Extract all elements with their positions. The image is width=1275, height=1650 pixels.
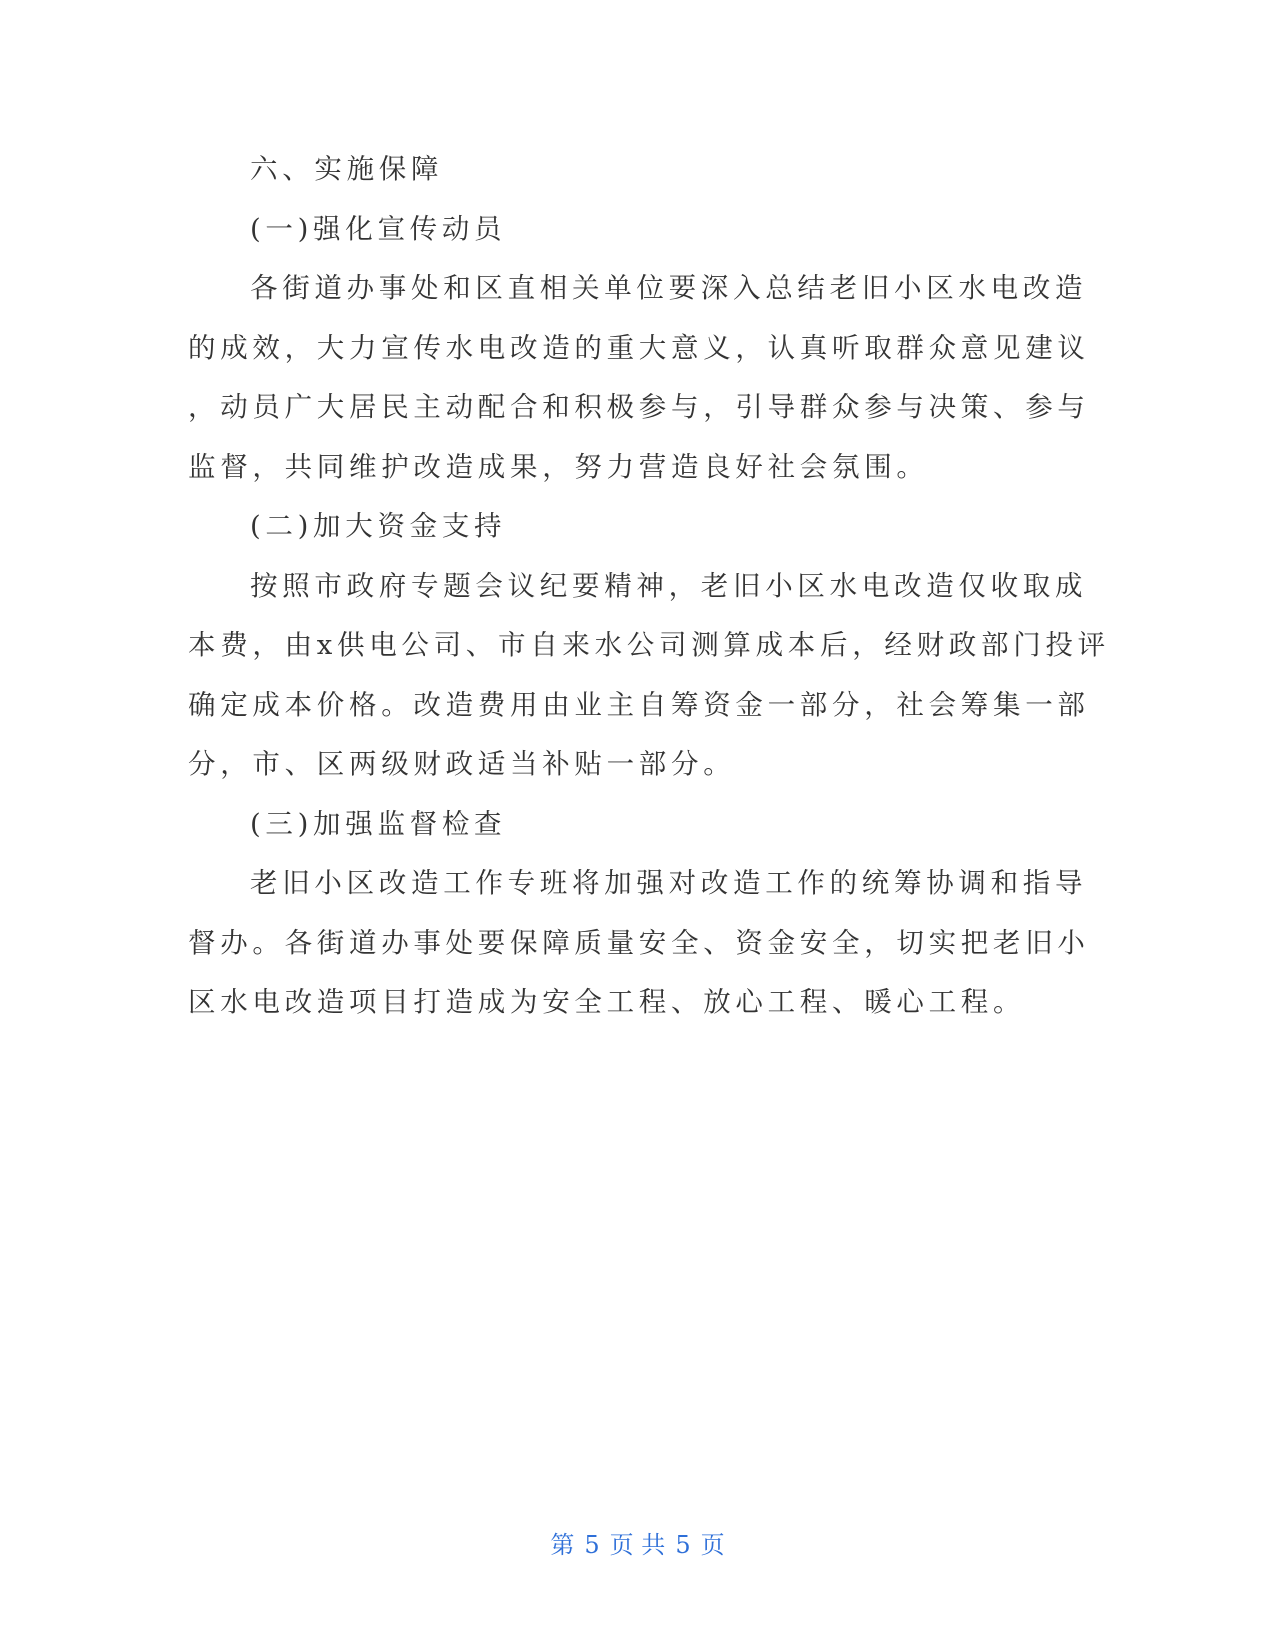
subsection-heading-2: (二)加大资金支持: [250, 510, 507, 542]
document-body: [188, 140, 1110, 1033]
paragraph-2-line-3: 确定成本价格。改造费用由业主自筹资金一部分，社会筹集一部: [188, 688, 1090, 721]
paragraph-1-line-3: ，动员广大居民主动配合和积极参与，引导群众参与决策、参与: [188, 391, 1090, 423]
page-footer-prefix: 第: [550, 1531, 575, 1559]
paragraph-3-line-1: 老旧小区改造工作专班将加强对改造工作的统筹协调和指导: [250, 867, 1088, 899]
page-number-total: 5: [675, 1531, 691, 1559]
page-footer: [0, 1530, 1275, 1560]
subsection-heading-3: (三)加强监督检查: [250, 807, 507, 840]
paragraph-1-line-4: 监督，共同维护改造成果，努力营造良好社会氛围。: [188, 450, 929, 483]
paragraph-3-line-2: 督办。各街道办事处要保障质量安全、资金安全，切实把老旧小: [188, 926, 1090, 959]
paragraph-2-line-2: 本费，由x供电公司、市自来水公司测算成本后，经财政部门投评: [188, 629, 1110, 661]
subsection-heading-1: (一)强化宣传动员: [250, 212, 507, 245]
paragraph-1-line-1: 各街道办事处和区直相关单位要深入总结老旧小区水电改造: [250, 272, 1088, 304]
page-footer-suffix: 页: [700, 1531, 725, 1559]
section-heading: 六、实施保障: [250, 153, 444, 185]
paragraph-2-line-1: 按照市政府专题会议纪要精神，老旧小区水电改造仅收取成: [250, 569, 1088, 602]
page-footer-middle: 页 共: [609, 1531, 666, 1559]
page-number-current: 5: [584, 1531, 600, 1559]
paragraph-2-line-4: 分，市、区两级财政适当补贴一部分。: [188, 748, 736, 780]
paragraph-3-line-3: 区水电改造项目打造成为安全工程、放心工程、暖心工程。: [188, 986, 1026, 1018]
paragraph-1-line-2: 的成效，大力宣传水电改造的重大意义，认真听取群众意见建议: [188, 331, 1090, 364]
